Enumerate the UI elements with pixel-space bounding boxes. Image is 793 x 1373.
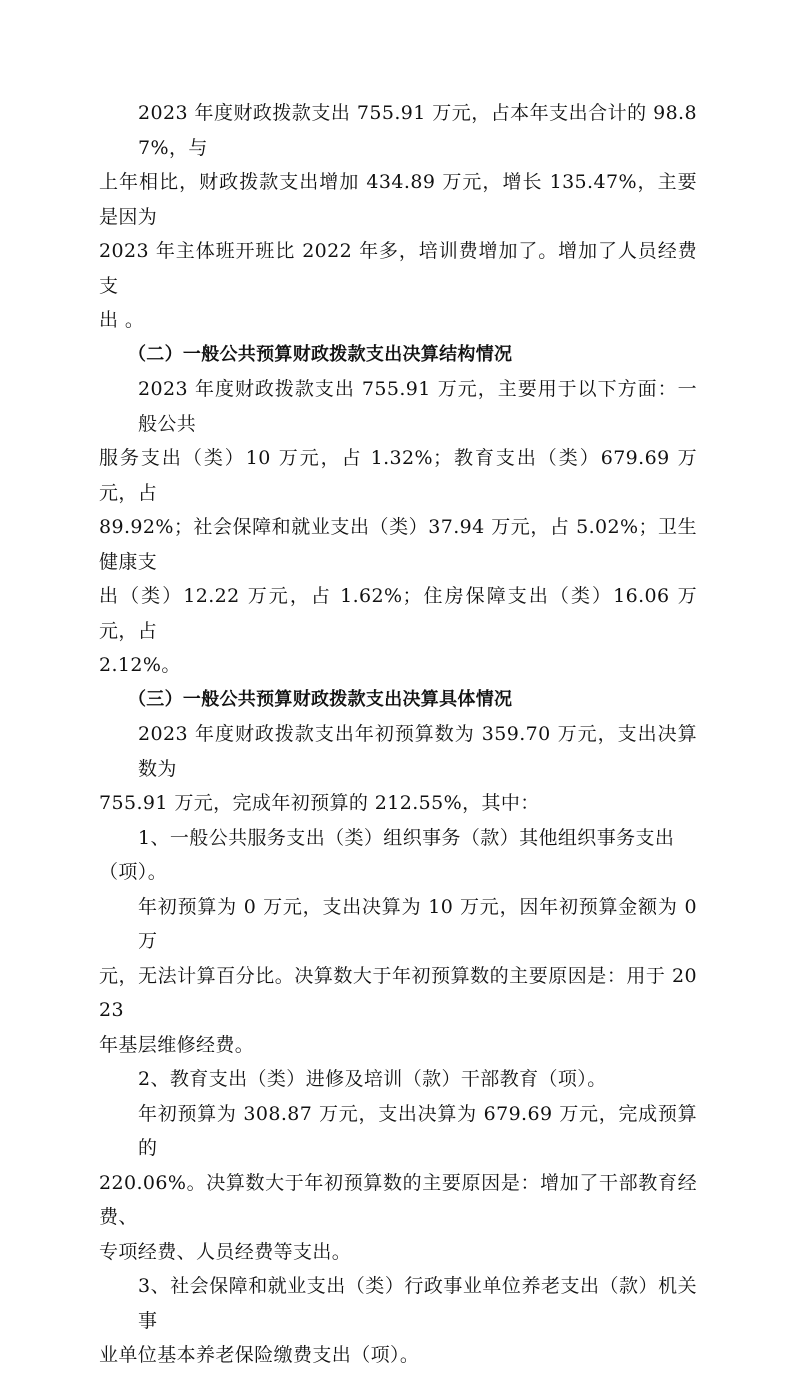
paragraph-line: 年初预算为 0 万元，支出决算为 10 万元，因年初预算金额为 0 万 [138,895,697,952]
section-heading-details: （三）一般公共预算财政拨款支出决算具体情况 [128,688,513,710]
paragraph-line: 业单位基本养老保险缴费支出（项）。 [99,1344,420,1366]
paragraph-line: （项）。 [99,861,168,883]
paragraph-line: 出 。 [99,309,145,331]
document-page [99,96,697,1373]
paragraph-line: 元，无法计算百分比。决算数大于年初预算数的主要原因是：用于 2023 [99,964,697,1021]
paragraph-line: 2023 年主体班开班比 2022 年多，培训费增加了。增加了人员经费支 [99,240,697,297]
paragraph-line: 2.12%。 [99,654,181,676]
paragraph-2023-expenditure-overview [99,96,697,338]
paragraph-line: 2、教育支出（类）进修及培训（款）干部教育（项）。 [138,1068,607,1090]
paragraph-item-2-title [99,1062,697,1097]
paragraph-line: 220.06%。决算数大于年初预算数的主要原因是：增加了干部教育经费、 [99,1171,697,1228]
paragraph-item-1-detail [99,890,697,1063]
paragraph-line: 2023 年度财政拨款支出年初预算数为 359.70 万元，支出决算数为 [138,723,697,780]
paragraph-line: 89.92%；社会保障和就业支出（类）37.94 万元，占 5.02%；卫生健康支 [99,516,697,573]
paragraph-line: 2023 年度财政拨款支出 755.91 万元，主要用于以下方面：一般公共 [138,378,697,435]
paragraph-line: 755.91 万元，完成年初预算的 212.55%，其中： [99,792,540,814]
paragraph-line: 上年相比，财政拨款支出增加 434.89 万元，增长 135.47%，主要是因为 [99,171,697,228]
paragraph-line: 专项经费、人员经费等支出。 [99,1240,352,1263]
paragraph-line: 1、一般公共服务支出（类）组织事务（款）其他组织事务支出 [138,826,675,849]
paragraph-item-2-detail [99,1097,697,1270]
paragraph-line: 年初预算为 308.87 万元，支出决算为 679.69 万元，完成预算的 [138,1102,697,1159]
paragraph-line: 2023 年度财政拨款支出 755.91 万元，占本年支出合计的 98.87%，与 [138,102,697,159]
paragraph-item-1-title [99,821,697,890]
paragraph-line: 出（类）12.22 万元，占 1.62%；住房保障支出（类）16.06 万元，占 [99,585,697,642]
paragraph-budget-completion [99,717,697,821]
paragraph-item-3-title [99,1269,697,1373]
paragraph-line: 年基层维修经费。 [99,1033,255,1056]
paragraph-line: 服务支出（类）10 万元，占 1.32%；教育支出（类）679.69 万元，占 [99,447,697,504]
paragraph-expenditure-structure [99,372,697,683]
section-heading-structure: （二）一般公共预算财政拨款支出决算结构情况 [128,343,513,365]
paragraph-line: 3、社会保障和就业支出（类）行政事业单位养老支出（款）机关事 [138,1275,697,1332]
